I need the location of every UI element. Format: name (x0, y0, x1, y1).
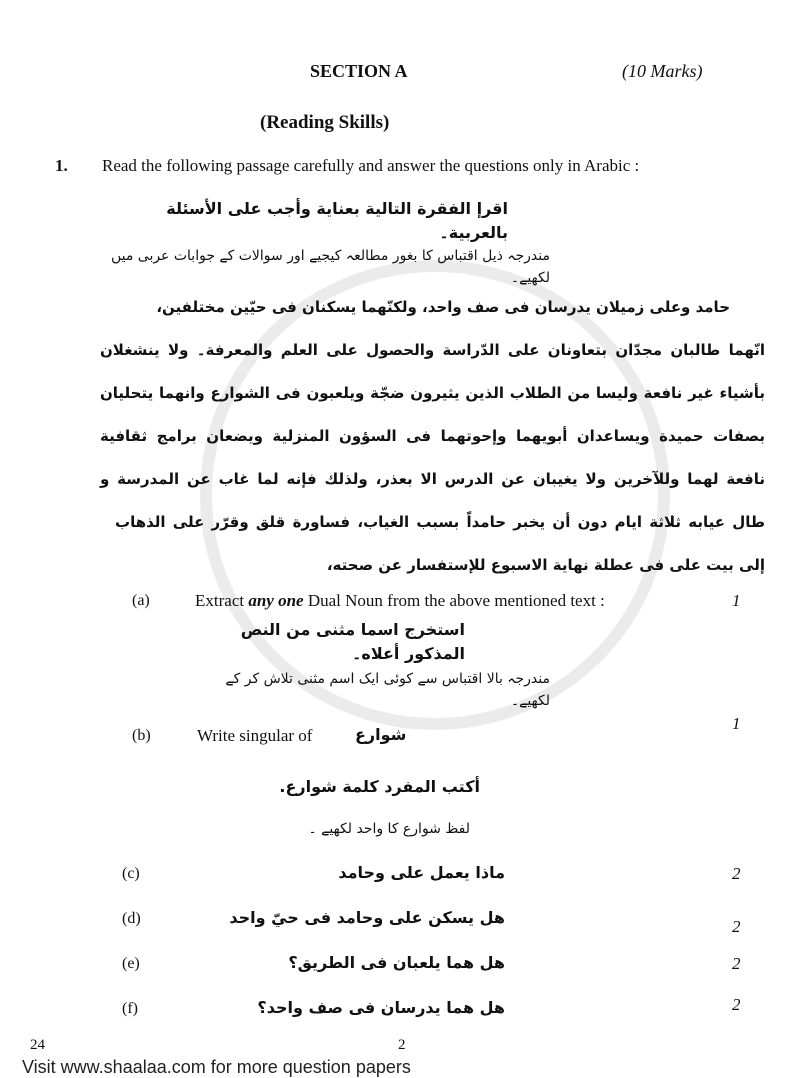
subquestion-label: (a) (132, 592, 150, 609)
arabic-instruction: اقرإ الفقرة التالية بعناية وأجب على الأسئلة بالعربية۔ (166, 199, 508, 242)
passage-line: انّهما طالبان مجدّان بتعاونان على الدّراسة والحصول على العلم والمعرفة۔ ولا ينشغلان (100, 341, 765, 359)
subquestion-marks: 2 (732, 917, 741, 936)
subquestion-marks: 1 (732, 591, 741, 610)
section-subtitle: (Reading Skills) (260, 112, 390, 133)
arabic-word: شوارع (355, 725, 407, 744)
subquestion-marks: 2 (732, 995, 741, 1014)
subquestion-arabic: هل هما يلعبان فى الطريق؟ (288, 953, 505, 972)
subquestion-d (0, 906, 800, 951)
subquestion-marks: 2 (732, 954, 741, 973)
subquestion-arabic: ماذا يعمل على وحامد (338, 863, 505, 882)
section-title: SECTION A (310, 61, 408, 81)
subquestion-arabic: استخرج اسما مثنى من النص المذكور أعلاه۔ (240, 620, 465, 663)
subquestion-label: (e) (122, 955, 140, 972)
subquestion-label: (b) (132, 727, 151, 744)
subquestion-label: (c) (122, 865, 140, 882)
passage-line: طال عيابه ثلاثة ايام دون أن يخبر حامداً بسبب الغياب، فساورة قلق وقرّر على الذهاب (115, 513, 765, 531)
question-number: 1. (55, 156, 68, 175)
subquestion-marks: 2 (732, 864, 741, 883)
passage-line: إلى بيت على فى عطلة نهاية الاسبوع للإستفسار عن صحته، (326, 556, 765, 574)
subquestion-label: (d) (122, 910, 141, 927)
passage-line: بأشياء غير نافعة وليسا من الطلاب الذين يثيرون ضجّة ويلعبون فى الشوارع وانهما يتحليان (100, 384, 765, 402)
subquestion-a-text (0, 590, 800, 612)
subquestion-f (0, 996, 800, 1036)
subquestion-arabic: هل هما يدرسان فى صف واحد؟ (257, 998, 505, 1017)
text: Dual Noun from the above mentioned text : (303, 591, 605, 610)
subquestion-a (0, 590, 800, 616)
page-code: 24 (30, 1037, 45, 1053)
subquestion-urdu: مندرجہ بالا اقتباس سے کوئی ایک اسم مثنی تلاش کر کے لکھیے۔ (225, 671, 550, 709)
subquestion-b-text: Write singular of (197, 726, 313, 745)
question-instruction: Read the following passage carefully and answer the questions only in Arabic : (102, 156, 640, 175)
urdu-instruction: مندرجہ ذیل اقتباس کا بغور مطالعہ کیجیے اور سوالات کے جوابات عربی میں لکھیے۔ (110, 248, 550, 286)
subquestion-arabic: أكتب المفرد كلمة شوارع. (279, 777, 480, 796)
subquestion-label: (f) (122, 1000, 138, 1017)
section-marks: (10 Marks) (622, 61, 703, 81)
subquestion-urdu: لفظ شوارع کا واحد لکھیے ۔ (308, 821, 470, 837)
passage-line: حامد وعلى زميلان يدرسان فى صف واحد، ولكنّهما يسكنان فى حيّين مختلفين، (156, 298, 730, 316)
passage-line: نافعة لهما وللآخرين ولا يغيبان عن الدرس الا بعذر، ولذلك فإنه لما غاب عن المدرسة و (100, 470, 765, 488)
text: Extract (195, 591, 249, 610)
subquestion-arabic: هل يسكن على وحامد فى حيّ واحد (229, 908, 505, 927)
subquestion-b (0, 714, 800, 775)
subquestion-c (0, 861, 800, 906)
subquestion-e (0, 951, 800, 996)
emphasis: any one (248, 591, 304, 610)
page-footer-numbers (0, 1036, 800, 1056)
subquestion-marks: 1 (732, 714, 741, 733)
question-row (0, 155, 800, 197)
passage-line: بصفات حميدة ويساعدان أبويهما وإحوتهما فى السؤون المنزلية ويضعان برامج ثقافية (100, 427, 765, 445)
section-header (0, 58, 800, 112)
footer-link[interactable]: Visit www.shaalaa.com for more question papers (22, 1057, 411, 1077)
page-number: 2 (398, 1037, 406, 1053)
